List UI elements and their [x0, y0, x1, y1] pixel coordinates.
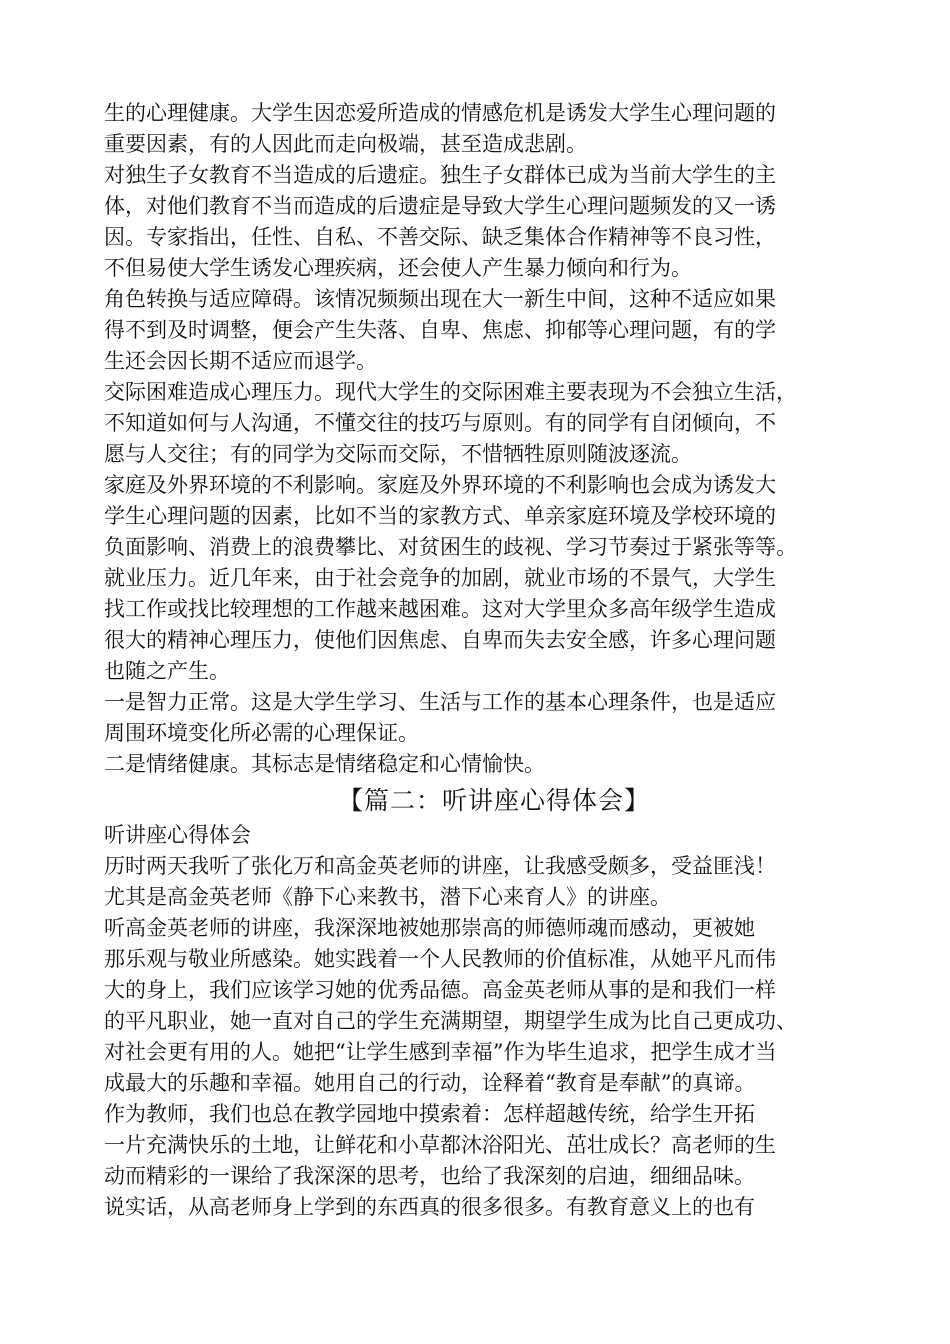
text-line: 体，对他们教育不当而造成的后遗症是导致大学生心理问题频发的又一诱 — [104, 194, 776, 218]
text-line: 那乐观与敬业所感染。她实践着一个人民教师的价值标准，从她平凡而伟 — [104, 947, 776, 971]
text-line: 周围环境变化所必需的心理保证。 — [104, 721, 419, 745]
text-line: 找工作或找比较理想的工作越来越困难。这对大学里众多高年级学生造成 — [104, 597, 776, 621]
text-line: 一是智力正常。这是大学生学习、生活与工作的基本心理条件，也是适应 — [104, 690, 776, 714]
text-line: 对社会更有用的人。她把“让学生感到幸福”作为毕生追求，把学生成才当 — [104, 1040, 777, 1064]
text-line: 角色转换与适应障碍。该情况频频出现在大一新生中间，这种不适应如果 — [104, 287, 776, 311]
section-heading: 【篇二：听讲座心得体会】 — [337, 786, 650, 815]
text-line: 不知道如何与人沟通，不懂交往的技巧与原则。有的同学有自闭倾向，不 — [104, 411, 776, 435]
text-line: 听高金英老师的讲座，我深深地被她那崇高的师德师魂而感动，更被她 — [104, 916, 755, 940]
text-line: 得不到及时调整，便会产生失落、自卑、焦虑、抑郁等心理问题，有的学 — [104, 318, 776, 342]
text-line: 尤其是高金英老师《静下心来教书，潜下心来育人》的讲座。 — [104, 885, 671, 909]
text-line: 二是情绪健康。其标志是情绪稳定和心情愉快。 — [104, 752, 545, 776]
section-two-text — [104, 820, 884, 1223]
text-line: 对独生子女教育不当造成的后遗症。独生子女群体已成为当前大学生的主 — [104, 163, 776, 187]
text-line: 大的身上，我们应该学习她的优秀品德。高金英老师从事的是和我们一样 — [104, 978, 776, 1002]
text-line: 的平凡职业，她一直对自己的学生充满期望，期望学生成为比自己更成功、 — [104, 1009, 797, 1033]
text-line: 生还会因长期不适应而退学。 — [104, 349, 377, 373]
text-line: 作为教师，我们也总在教学园地中摸索着：怎样超越传统，给学生开拓 — [104, 1102, 755, 1126]
text-line: 因。专家指出，任性、自私、不善交际、缺乏集体合作精神等不良习性， — [104, 225, 776, 249]
text-line: 学生心理问题的因素，比如不当的家教方式、单亲家庭环境及学校环境的 — [104, 504, 776, 528]
text-line: 交际困难造成心理压力。现代大学生的交际困难主要表现为不会独立生活， — [104, 380, 797, 404]
text-line: 也随之产生。 — [104, 659, 230, 683]
text-line: 听讲座心得体会 — [104, 823, 251, 847]
text-line: 重要因素，有的人因此而走向极端，甚至造成悲剧。 — [104, 132, 587, 156]
text-line: 家庭及外界环境的不利影响。家庭及外界环境的不利影响也会成为诱发大 — [104, 473, 776, 497]
document-page — [104, 98, 884, 1223]
text-line: 愿与人交往；有的同学为交际而交际，不惜牺牲原则随波逐流。 — [104, 442, 692, 466]
text-line: 就业压力。近几年来，由于社会竞争的加剧，就业市场的不景气，大学生 — [104, 566, 776, 590]
text-line: 很大的精神心理压力，使他们因焦虑、自卑而失去安全感，许多心理问题 — [104, 628, 776, 652]
text-line: 历时两天我听了张化万和高金英老师的讲座，让我感受颇多，受益匪浅！ — [104, 854, 776, 878]
text-line: 说实话，从高老师身上学到的东西真的很多很多。有教育意义上的也有 — [104, 1195, 755, 1219]
text-line: 成最大的乐趣和幸福。她用自己的行动，诠释着“教育是奉献”的真谛。 — [104, 1071, 756, 1095]
section-one-text — [104, 98, 884, 780]
text-line: 生的心理健康。大学生因恋爱所造成的情感危机是诱发大学生心理问题的 — [104, 101, 776, 125]
text-line: 一片充满快乐的土地，让鲜花和小草都沐浴阳光、茁壮成长？高老师的生 — [104, 1133, 776, 1157]
text-line: 负面影响、消费上的浪费攀比、对贫困生的歧视、学习节奏过于紧张等等。 — [104, 535, 797, 559]
text-line: 动而精彩的一课给了我深深的思考，也给了我深刻的启迪，细细品味。 — [104, 1164, 755, 1188]
text-line: 不但易使大学生诱发心理疾病，还会使人产生暴力倾向和行为。 — [104, 256, 692, 280]
